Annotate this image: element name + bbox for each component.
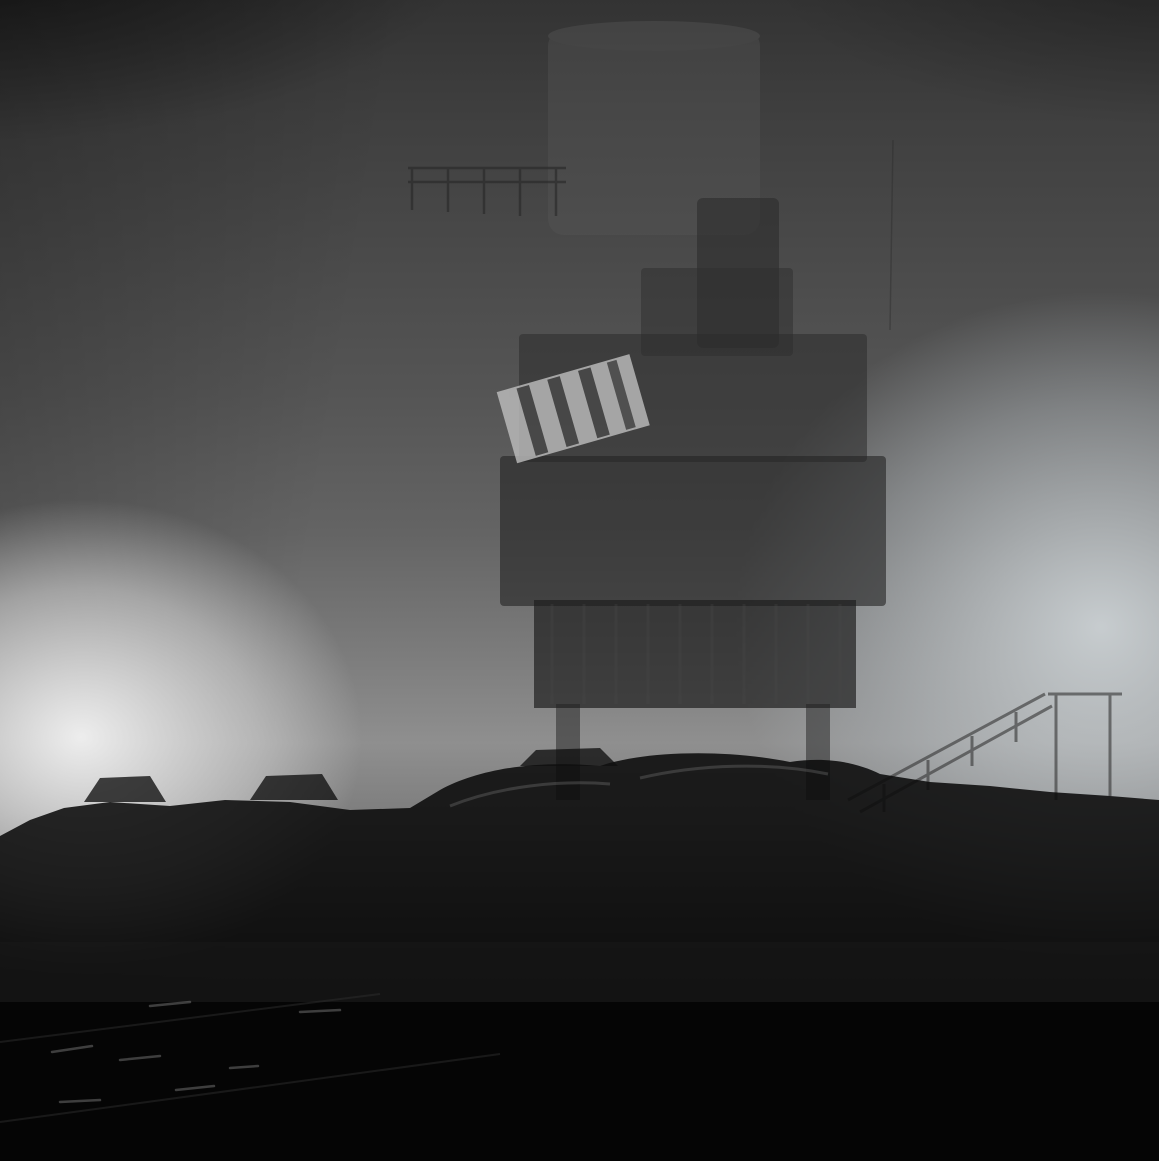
lit-panel <box>497 354 650 463</box>
ground <box>0 1002 1159 1161</box>
hopper-silhouettes <box>84 748 618 802</box>
road-band <box>0 942 1159 1008</box>
antenna-line <box>890 140 893 330</box>
tower-silhouette <box>500 198 886 800</box>
tower-ribs <box>552 604 840 704</box>
mixer-drum-highlights <box>450 766 828 806</box>
tower-railing <box>408 168 566 216</box>
machinery-silhouette <box>0 753 1159 1161</box>
wet-reflections <box>52 1002 340 1102</box>
ground-streaks <box>0 994 500 1122</box>
silo-silhouette <box>548 21 760 235</box>
stair-railing-silhouette <box>848 694 1122 812</box>
